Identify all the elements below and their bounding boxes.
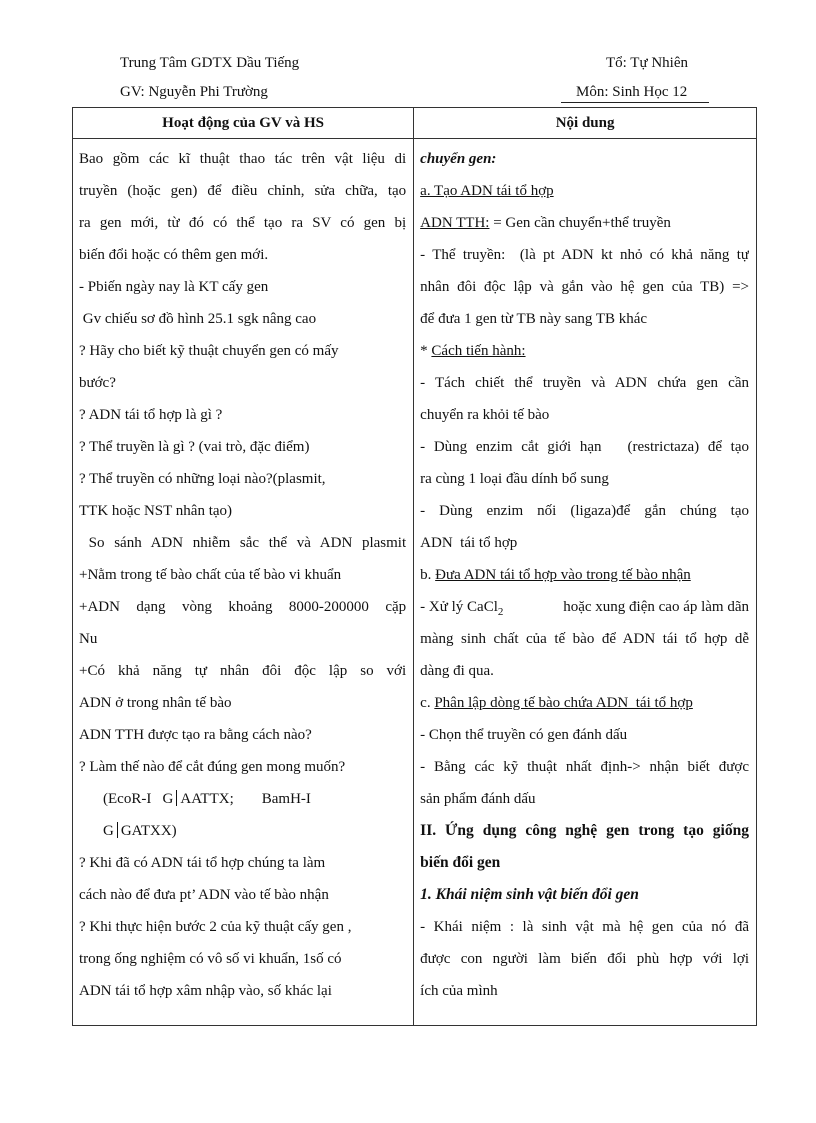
ecori-label: (EcoR-I G bbox=[103, 791, 174, 807]
section-c-heading: Phân lập dòng tế bào chứa ADN tái tổ hợp bbox=[434, 695, 693, 711]
right-line: nhân đôi độc lập và gắn vào hệ gen của TB) => bbox=[420, 279, 749, 295]
left-line: So sánh ADN nhiễm sắc thể và ADN plasmit bbox=[79, 535, 407, 551]
left-line: ? Khi thực hiện bước 2 của kỹ thuật cấy gen , bbox=[79, 919, 352, 935]
col-header-content: Nội dung bbox=[414, 108, 757, 139]
left-line: ? Hãy cho biết kỹ thuật chuyển gen có mấy bbox=[79, 343, 339, 359]
adn-tth-label: ADN TTH: bbox=[420, 215, 490, 231]
adn-tth-def: = Gen cần chuyển+thể truyền bbox=[489, 215, 671, 231]
left-line: TTK hoặc NST nhân tạo) bbox=[79, 503, 233, 519]
cut-site-mark bbox=[176, 790, 177, 806]
right-line: dàng đi qua. bbox=[420, 663, 494, 679]
subsection-1-heading: 1. Khái niệm sinh vật biến đổi gen bbox=[420, 886, 639, 903]
left-line: ? ADN tái tổ hợp là gì ? bbox=[79, 407, 223, 423]
col-header-activities: Hoạt động của GV và HS bbox=[73, 108, 414, 139]
left-line: ? Khi đã có ADN tái tổ hợp chúng ta làm bbox=[79, 855, 326, 871]
procedure-heading: Cách tiến hành: bbox=[431, 343, 526, 359]
left-line: - Pbiến ngày nay là KT cấy gen bbox=[79, 279, 269, 295]
right-line: - Dùng enzim nối (ligaza)để gắn chúng tạo bbox=[420, 503, 749, 519]
right-line: ra cùng 1 loại đầu dính bổ sung bbox=[420, 471, 609, 487]
right-line: chuyển ra khỏi tế bào bbox=[420, 407, 550, 423]
subject-name: Môn: Sinh Học 12 bbox=[576, 84, 688, 100]
bamhi-g: G bbox=[103, 823, 114, 839]
section-c-prefix: c. bbox=[420, 695, 435, 711]
section-a-heading: a. Tạo ADN tái tổ hợp bbox=[420, 183, 554, 199]
right-line: màng sinh chất của tế bào để ADN tái tổ hợp dễ bbox=[420, 631, 749, 647]
group-name: Tổ: Tự Nhiên bbox=[606, 55, 689, 71]
right-line bbox=[420, 175, 749, 207]
right-line: chuyển gen: bbox=[420, 151, 497, 167]
content-cell bbox=[414, 139, 757, 1026]
ecori-site: AATTX; bbox=[180, 791, 234, 807]
left-line: bước? bbox=[79, 375, 116, 391]
bullet-star: * bbox=[420, 343, 432, 359]
activities-cell bbox=[73, 139, 414, 1026]
left-line: ADN ở trong nhân tế bào bbox=[79, 695, 232, 711]
right-line bbox=[420, 207, 749, 239]
center-name: Trung Tâm GDTX Dầu Tiếng bbox=[120, 55, 300, 71]
table-header-row bbox=[73, 108, 757, 139]
section-ii-heading-cont: biến đổi gen bbox=[420, 854, 501, 871]
cut-site-mark bbox=[117, 822, 118, 838]
enzyme-example-line bbox=[79, 783, 406, 815]
left-line: Nu bbox=[79, 631, 98, 647]
bamhi-site: GATXX) bbox=[120, 823, 177, 839]
teacher-name: GV: Nguyễn Phi Trường bbox=[120, 84, 268, 100]
left-line: ? Làm thế nào để cắt đúng gen mong muốn? bbox=[79, 759, 346, 775]
left-line: ? Thể truyền là gì ? (vai trò, đặc điểm) bbox=[79, 439, 310, 455]
right-line: - Dùng enzim cắt giới hạn (restrictaza) để tạo bbox=[420, 439, 749, 455]
left-line: ra gen mới, từ đó có thể tạo ra SV có gen bị bbox=[79, 215, 407, 231]
header-underline bbox=[561, 102, 709, 103]
section-b-heading: Đưa ADN tái tổ hợp vào trong tế bào nhận bbox=[435, 567, 691, 583]
left-line: ADN tái tổ hợp xâm nhập vào, số khác lại bbox=[79, 983, 332, 999]
enzyme-example-line bbox=[79, 815, 406, 847]
left-line: +Nằm trong tế bào chất của tế bào vi khuẩn bbox=[79, 567, 342, 583]
left-line: truyền (hoặc gen) để điều chỉnh, sửa chữa, tạo bbox=[79, 183, 407, 199]
cacl2-rest: hoặc xung điện cao áp làm dãn bbox=[563, 599, 749, 615]
right-line: - Khái niệm : là sinh vật mà hệ gen của nó đã bbox=[420, 919, 749, 935]
left-line: cách nào để đưa pt’ ADN vào tế bào nhận bbox=[79, 887, 329, 903]
section-b-prefix: b. bbox=[420, 567, 436, 583]
left-line: Gv chiếu sơ đồ hình 25.1 sgk nâng cao bbox=[79, 311, 317, 327]
right-line: - Thể truyền: (là pt ADN kt nhỏ có khả năng tự bbox=[420, 247, 749, 263]
bamhi-label: BamH-I bbox=[261, 791, 311, 807]
right-line: ADN tái tổ hợp bbox=[420, 535, 518, 551]
right-line bbox=[420, 687, 749, 719]
left-line: ADN TTH được tạo ra bằng cách nào? bbox=[79, 727, 312, 743]
left-line: +ADN dạng vòng khoảng 8000-200000 cặp bbox=[79, 599, 407, 615]
section-ii-heading: II. Ứng dụng công nghệ gen trong tạo giống bbox=[420, 822, 749, 839]
right-line: - Bằng các kỹ thuật nhất định-> nhận biết được bbox=[420, 759, 749, 775]
left-line: biến đổi hoặc có thêm gen mới. bbox=[79, 247, 269, 263]
right-line: được con người làm biến đổi phù hợp với lợi bbox=[420, 951, 749, 967]
table-row bbox=[73, 139, 757, 1026]
left-line: trong ống nghiệm có vô số vi khuẩn, 1số có bbox=[79, 951, 342, 967]
left-line: ? Thể truyền có những loại nào?(plasmit, bbox=[79, 471, 326, 487]
left-line: +Có khả năng tự nhân đôi độc lập so với bbox=[79, 663, 407, 679]
cacl2-text: - Xử lý CaCl$_2$ bbox=[420, 599, 504, 618]
left-line: Bao gồm các kĩ thuật thao tác trên vật liệu di bbox=[79, 151, 407, 167]
right-line: sản phẩm đánh dấu bbox=[420, 791, 536, 807]
right-line: ích của mình bbox=[420, 983, 498, 999]
right-line bbox=[420, 335, 749, 367]
right-line: để đưa 1 gen từ TB này sang TB khác bbox=[420, 311, 648, 327]
right-line bbox=[420, 559, 749, 591]
right-line bbox=[420, 591, 749, 623]
right-line: - Tách chiết thể truyền và ADN chứa gen cần bbox=[420, 375, 749, 391]
lesson-table bbox=[72, 107, 757, 1026]
right-line: - Chọn thể truyền có gen đánh dấu bbox=[420, 727, 628, 743]
